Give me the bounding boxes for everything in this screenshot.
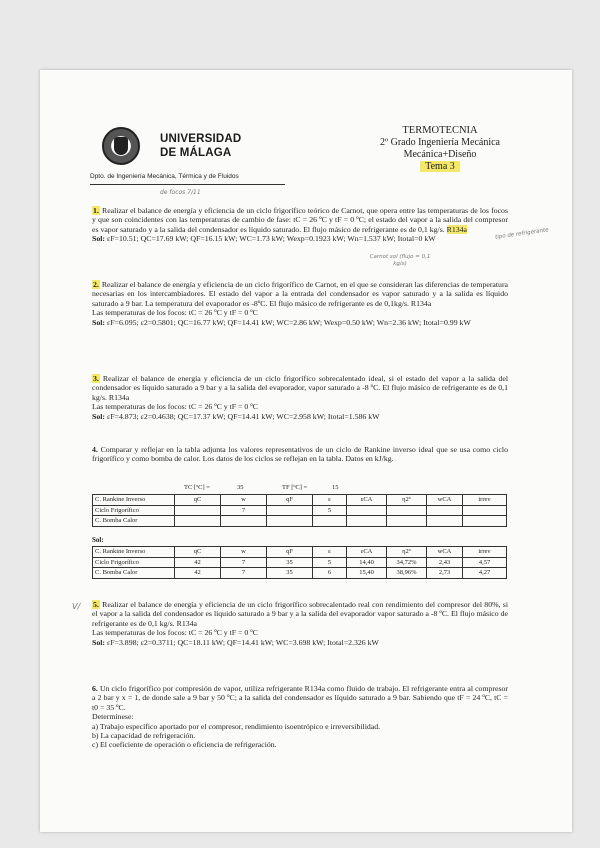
- problem-2: 2. Realizar el balance de energía y eficiencia de un ciclo frigorífico de Carnot, en el que se consideran las diferencias de temperatura necesarias en los intercambiadores. El estado del vapor a la entrada del condensador es vapor saturado y a la salida es líquido saturado a 9 bar. La temperatura del evaporador es -8ºC. El flujo másico de refrigerante es de 0,1kg/s. R134a Las temperaturas de los focos: tC = 26 ºC y tF = 0 ºC Sol: εF=6.095; ε2=0.5801; QC=16.77 kW; QF=14.41 kW; WC=2.86 kW; Wexp=0.50 kW; Wn=2.36 kW; Itotal=0.99 kW: [92, 280, 508, 327]
- question-c: c) El coeficiente de operación o eficiencia de refrigeración.: [92, 740, 277, 750]
- table-header: C. Rankine Inverso qC w qF ε εCA η2º wCA irrev: [93, 547, 507, 558]
- problem-4: 4. Comparar y reflejar en la tabla adjunta los valores representativos de un ciclo de Rankine inverso ideal que se usa como ciclo frigorífico y como bomba de calor. Los datos de los ciclos se reflejan en la tabla. Datos en kJ/kg.: [92, 445, 508, 464]
- refrigerant-highlight: R134a: [446, 224, 468, 234]
- data-table: [92, 494, 507, 527]
- problem-3: 3. Realizar el balance de energía y eficiencia de un ciclo frigorífico sobrecalentado ideal, si el estado del vapor a la salida del condensador es líquido saturado a 9 bar y a la salida del evaporador, vapor saturado a -8 ºC. El flujo másico de refrigerante es de 0,1 kg/s. R134a Las temperaturas de los focos: tC = 26 ºC y tF = 0 ºC Sol: εF=4.873; ε2=0.4638; QC=17.37 kW; QF=14.41 kW; WC=2.958 kW; Itotal=1.586 kW: [92, 374, 508, 421]
- table-temperatures: TC [ºC] = 35 TF [ºC] = 15: [184, 484, 339, 491]
- handwritten-note-refrigerant: tipo de refrigerante: [494, 227, 549, 241]
- question-b: b) La capacidad de refrigeración.: [92, 731, 196, 741]
- question-a: a) Trabajo específico aportado por el compresor, rendimiento isoentrópico e irreversibilidad.: [92, 721, 381, 731]
- problem-6: 6. Un ciclo frigorífico por compresión de vapor, utiliza refrigerante R134a como fluido de trabajo. El refrigerante entra al compresor a 2 bar y x = 1, de donde sale a 9 bar y 50 ºC; a la salida del condensador es líquido saturado a 9 bar. Sabiendo que tF = 24 ºC, tC = t0 = 35 ºC. Determínese: a) Trabajo específico aportado por el compresor, rendimiento isoentrópico e irreversibilidad. b) La capacidad de refrigeración. c) El coeficiente de operación o eficiencia de refrigeración.: [92, 684, 508, 750]
- topic-label: Tema 3: [420, 161, 460, 172]
- table-row: C. Bomba Calor: [93, 516, 507, 527]
- margin-check-mark: V/: [72, 602, 81, 611]
- problem-2-solution: εF=6.095; ε2=0.5801; QC=16.77 kW; QF=14.41 kW; WC=2.86 kW; Wexp=0.50 kW; Wn=2.36 kW; Itotal=0.99 kW: [105, 317, 471, 327]
- table-row: Ciclo Frigorífico 42 7 35 5 14,40 34,72% 2,43 4,57: [93, 557, 507, 568]
- problem-5-solution: εF=3.898; ε2=0.3711; QC=18.11 kW; QF=14.41 kW; WC=3.698 kW; Itotal=2.326 kW: [105, 637, 379, 647]
- table-row: Ciclo Frigorífico 7 5: [93, 505, 507, 516]
- solution-table: [92, 546, 507, 579]
- problem-3-solution: εF=4.873; ε2=0.4638; QC=17.37 kW; QF=14.41 kW; WC=2.958 kW; Itotal=1.586 kW: [105, 411, 380, 421]
- problem-1-solution: εF=10.51; QC=17.69 kW; QF=16.15 kW; WC=1.73 kW; Wexp=0.1923 kW; Wn=1.537 kW; Itotal=0 kW: [105, 234, 436, 244]
- department-name: Dpto. de Ingeniería Mecánica, Térmica y de Fluidos: [90, 173, 239, 180]
- handwritten-note-top: de focos 7/11: [160, 189, 201, 196]
- problem-1: 1. Realizar el balance de energía y eficiencia de un ciclo frigorífico teórico de Carnot, que opera entre las temperaturas de los focos y que son coincidentes con las temperaturas de cambio de fase: tC = 26 ºC y tF = 0 ºC; el estado del vapor a la salida del compresor es vapor saturado y a la salida del condensador es líquido saturado. El flujo másico de refrigerante es de 0,1 kg/s. R134a Sol: εF=10.51; QC=17.69 kW; QF=16.15 kW; WC=1.73 kW; Wexp=0.1923 kW; Wn=1.537 kW; Itotal=0 kW: [92, 206, 508, 244]
- course-info: TERMOTECNIA 2º Grado Ingeniería Mecánica Mecánica+Diseño Tema 3: [380, 125, 500, 172]
- university-seal-logo: [102, 127, 140, 165]
- table-header: C. Rankine Inverso qC w qF ε εCA η2º wCA irrev: [93, 495, 507, 506]
- handwritten-note-solution: Carnot sol (flujo = 0,1 kg/s): [369, 254, 431, 267]
- university-name: UNIVERSIDAD DE MÁLAGA: [160, 133, 242, 159]
- header-divider: [90, 184, 285, 185]
- table-row: C. Bomba Calor 42 7 35 6 15,40 38,96% 2,73 4,27: [93, 568, 507, 579]
- problem-5: 5. Realizar el balance de energía y eficiencia de un ciclo frigorífico sobrecalentado real con rendimiento del compresor del 80%, si el vapor a la salida del condensador es líquido saturado a 9 bar y a la salida del evaporador vapor saturado a -8 ºC. El flujo másico de refrigerante es de 0,1 kg/s. R134a Las temperaturas de los focos: tC = 26 ºC y tF = 0 ºC Sol: εF=3.898; ε2=0.3711; QC=18.11 kW; QF=14.41 kW; WC=3.698 kW; Itotal=2.326 kW: [92, 600, 508, 647]
- exercise-sheet: [40, 70, 572, 832]
- table-solution-label: Sol:: [92, 536, 104, 544]
